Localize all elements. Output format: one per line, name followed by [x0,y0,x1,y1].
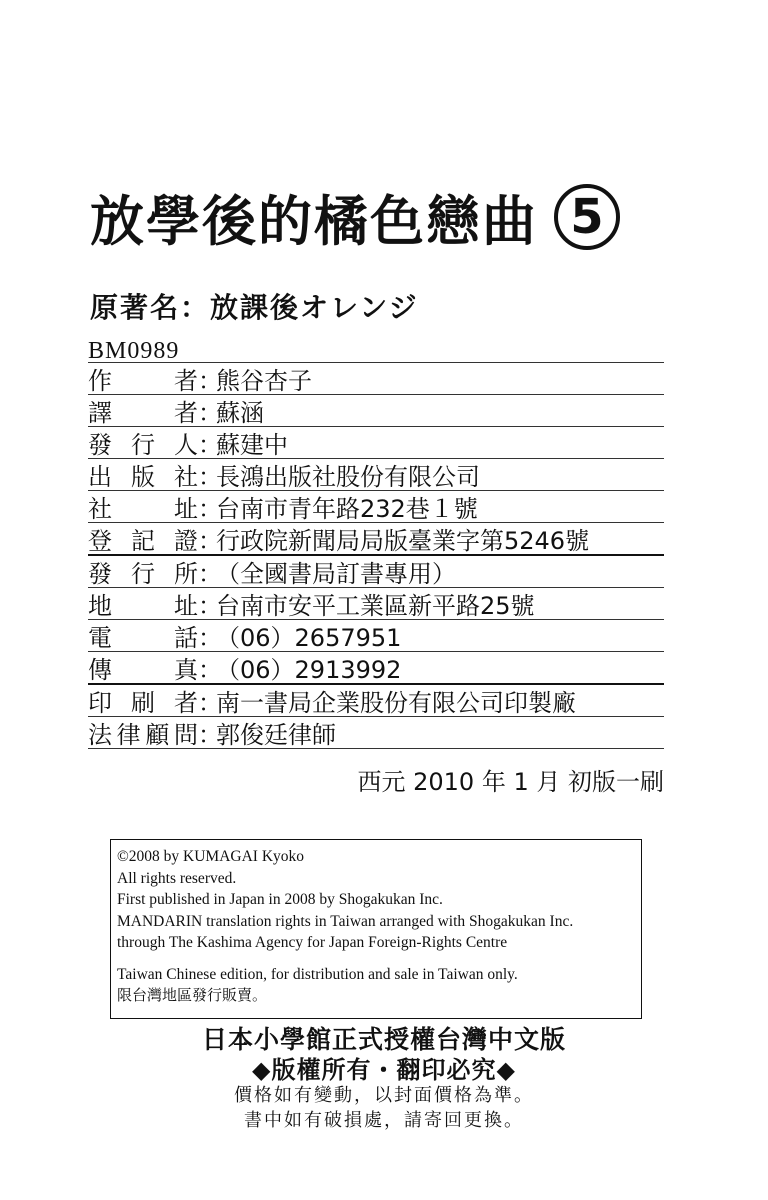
info-label-char: 社 [174,463,198,491]
info-label [88,521,198,556]
info-row [88,426,664,458]
info-value: 蘇建中 [216,431,288,459]
info-colon: ： [198,560,222,588]
info-label-char: 記 [131,527,155,555]
edition-distribution-line: Taiwan Chinese edition, for distribution and sale in Taiwan only. [117,965,518,983]
agency-line: through The Kashima Agency for Japan Foreign-Rights Centre [117,934,508,951]
rights-reserved-line: All rights reserved. [117,869,237,887]
volume-number-circle: 5 [554,184,620,250]
info-value: 郭俊廷律師 [216,721,336,749]
info-row [88,490,664,522]
info-label-char: 法 [88,721,112,749]
info-label [88,554,198,589]
edition-line: 西元 2010 年 1 月 初版一刷 [357,768,664,796]
info-label-char: 者 [174,689,198,717]
damage-notice: 書中如有破損處，請寄回更換。 [244,1110,524,1131]
info-label-char: 所 [174,560,198,588]
info-row [88,362,664,394]
info-colon: ： [198,463,222,491]
info-colon: ： [198,592,222,620]
info-value: 熊谷杏子 [216,367,312,395]
info-label-char: 地 [88,592,112,620]
info-row [88,587,664,619]
info-label-char: 問 [173,721,198,749]
info-label-char: 址 [174,592,198,620]
info-row [88,394,664,426]
info-label-char: 顧 [145,721,170,749]
book-title: 放學後的橘色戀曲 [90,189,538,253]
translation-rights-line: MANDARIN translation rights in Taiwan arranged with Shogakukan Inc. [117,912,574,930]
info-label [88,489,198,524]
first-published-line: First published in Japan in 2008 by Shogakukan Inc. [117,891,443,908]
info-row [88,651,664,683]
info-label [88,586,198,621]
info-colon: ： [198,721,222,749]
info-value: 台南市安平工業區新平路25號 [216,592,535,620]
info-row [88,683,664,716]
info-value: 行政院新聞局局版臺業字第5246號 [216,527,590,555]
info-label-char: 社 [88,495,112,523]
info-value: 台南市青年路232巷１號 [216,495,478,523]
info-label-char: 行 [131,560,155,588]
info-value: （06）2657951 [216,624,402,652]
copyright-line: ©2008 by KUMAGAI Kyoko [117,848,305,865]
info-row [88,619,664,651]
authorization-statement: 日本小學館正式授權台灣中文版 [201,1025,566,1054]
info-colon: ： [198,495,222,523]
info-colon: ： [198,656,222,684]
rights-statement: ◆版權所有・翻印必究◆ [252,1056,516,1084]
publication-info-table [88,362,664,749]
info-value: （全國書局訂書專用） [216,560,456,588]
info-label-char: 印 [88,689,112,717]
info-row [88,458,664,490]
info-row [88,716,664,749]
info-label [88,457,198,492]
info-row [88,554,664,587]
info-label-char: 真 [174,656,198,684]
info-label-char: 譯 [88,399,112,427]
price-notice: 價格如有變動，以封面價格為準。 [234,1085,534,1106]
info-colon: ： [198,431,222,459]
info-colon: ： [198,689,222,717]
info-label [88,650,198,685]
info-value: （06）2913992 [216,656,402,684]
info-label [88,618,198,653]
info-label-char: 登 [88,527,112,555]
info-label [88,715,198,750]
info-label [88,393,198,428]
title-row [90,182,620,252]
info-label-char: 版 [131,463,155,491]
info-label-char: 發 [88,560,112,588]
info-value: 長鴻出版社股份有限公司 [216,463,480,491]
info-colon: ： [198,624,222,652]
info-label-char: 址 [174,495,198,523]
info-label-char: 電 [88,624,112,652]
copyright-box [110,839,642,1019]
info-colon: ： [198,527,222,555]
info-label-char: 者 [174,399,198,427]
info-row [88,522,664,554]
info-label-char: 律 [116,721,141,749]
info-colon: ： [198,367,222,395]
info-label-char: 者 [174,367,198,395]
info-label-char: 話 [174,624,198,652]
info-label-char: 人 [174,431,198,459]
info-label-char: 出 [88,463,112,491]
info-label-char: 刷 [131,689,155,717]
info-label-char: 作 [88,367,112,395]
info-label-char: 發 [88,431,112,459]
taiwan-only-line: 限台灣地區發行販賣。 [117,986,268,1004]
info-colon: ： [198,399,222,427]
info-value: 南一書局企業股份有限公司印製廠 [216,689,576,717]
info-value: 蘇涵 [216,399,264,427]
info-label [88,361,198,396]
info-label-char: 行 [131,431,155,459]
original-title: 原著名：放課後オレンジ [90,291,419,324]
book-code: BM0989 [88,338,180,364]
info-label-char: 傳 [88,656,112,684]
info-label [88,683,198,718]
info-label [88,425,198,460]
info-label-char: 證 [174,527,198,555]
